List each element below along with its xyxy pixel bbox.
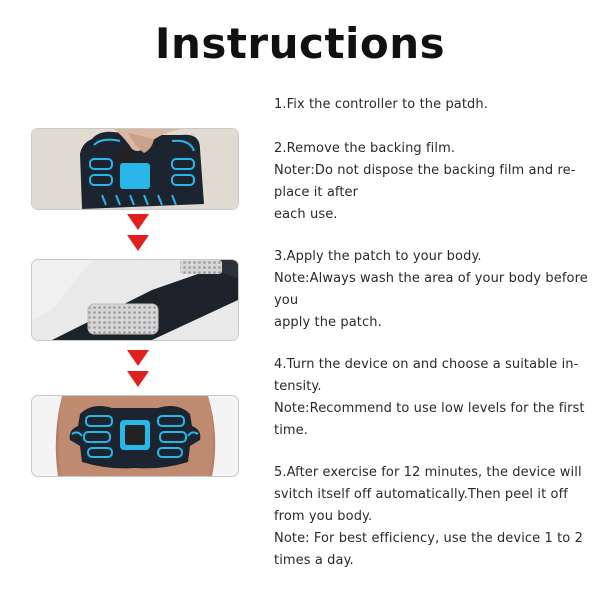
step-line: Note:Recommend to use low levels for the first bbox=[274, 401, 585, 416]
step-line: apply the patch. bbox=[274, 315, 382, 330]
photo-device-on-body bbox=[32, 396, 238, 476]
step-2 bbox=[274, 138, 574, 226]
step-5 bbox=[274, 462, 583, 572]
arrow-down-icon bbox=[127, 235, 149, 251]
step-line: 1.Fix the controller to the patdh. bbox=[274, 97, 488, 112]
step-line: svitch itself off automatically.Then peel it off bbox=[274, 487, 568, 502]
attach-controller-illustration bbox=[32, 129, 238, 209]
step-line: each use. bbox=[274, 207, 338, 222]
step-4 bbox=[274, 354, 585, 442]
arrow-down-pair-1 bbox=[126, 214, 150, 256]
step-line: place it after bbox=[274, 185, 359, 200]
step-line: Note: For best efficiency, use the device 1 to 2 bbox=[274, 531, 583, 546]
arrow-down-icon bbox=[127, 350, 149, 366]
step-line: 3.Apply the patch to your body. bbox=[274, 249, 482, 264]
step-line: times a day. bbox=[274, 553, 354, 568]
page-title: Instructions bbox=[154, 19, 446, 68]
step-line: from you body. bbox=[274, 509, 373, 524]
photo-attach-controller bbox=[32, 129, 238, 209]
device-on-body-illustration bbox=[32, 396, 238, 476]
step-line: 5.After exercise for 12 minutes, the device will bbox=[274, 465, 582, 480]
arrow-down-pair-2 bbox=[126, 350, 150, 392]
photo-remove-film bbox=[32, 260, 238, 340]
step-line: time. bbox=[274, 423, 309, 438]
remove-film-illustration bbox=[32, 260, 238, 340]
step-line: 2.Remove the backing film. bbox=[274, 141, 456, 156]
arrow-down-icon bbox=[127, 214, 149, 230]
step-line: you bbox=[274, 293, 299, 308]
step-1 bbox=[274, 94, 574, 116]
step-3 bbox=[274, 246, 588, 334]
arrow-down-icon bbox=[127, 371, 149, 387]
step-line: Noter:Do not dispose the backing film and re- bbox=[274, 163, 576, 178]
step-line: Note:Always wash the area of your body before bbox=[274, 271, 588, 286]
step-line: tensity. bbox=[274, 379, 322, 394]
step-line: 4.Turn the device on and choose a suitable in- bbox=[274, 357, 579, 372]
